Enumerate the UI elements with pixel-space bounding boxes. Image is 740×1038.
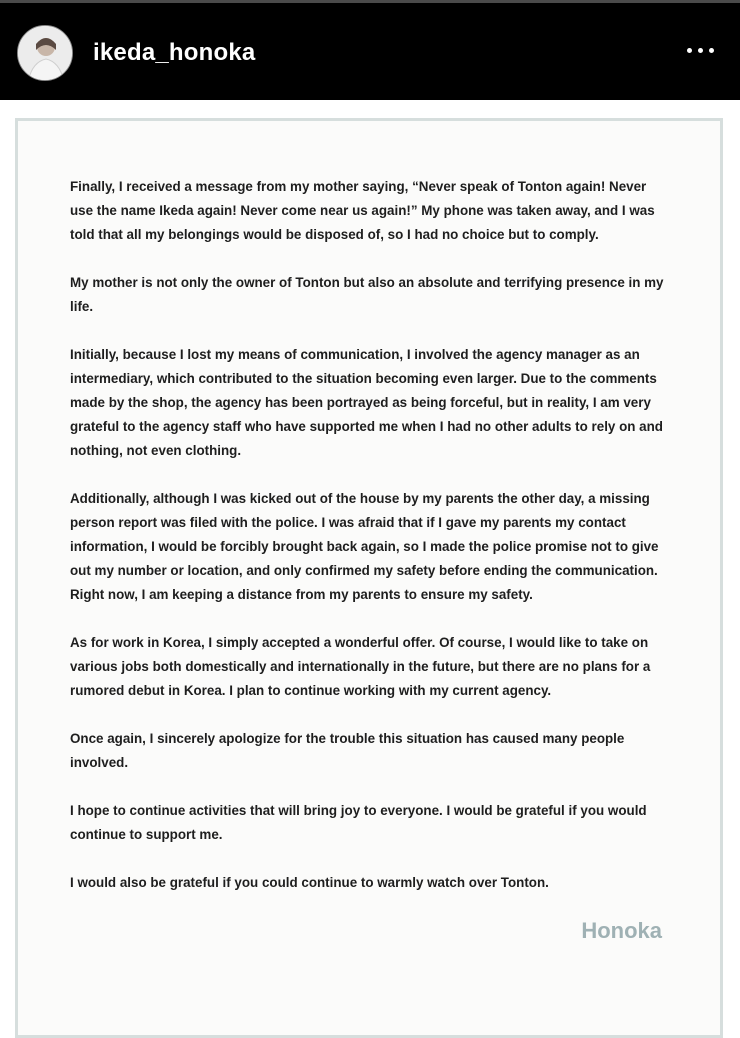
letter-paragraph: Once again, I sincerely apologize for the trouble this situation has caused many people involved. <box>70 731 625 770</box>
profile-avatar-icon <box>18 26 73 81</box>
post-image <box>0 100 740 1024</box>
signature: Honoka <box>581 918 662 943</box>
avatar[interactable] <box>17 25 73 81</box>
letter-paragraph: As for work in Korea, I simply accepted a wonderful offer. Of course, I would like to take on various jobs both domestically and internationally in the future, but there are no plans for a rumored debut in Korea. I plan to continue working with my current agency. <box>70 635 651 698</box>
more-options-icon[interactable] <box>684 39 718 63</box>
letter-body <box>70 175 670 919</box>
letter-paragraph: Additionally, although I was kicked out of the house by my parents the other day, a missing person report was filed with the police. I was afraid that if I gave my parents my contact information, I would be forcibly brought back again, so I made the police promise not to give out my number or location, and only confirmed my safety before ending the communication. Right now, I am keeping a distance from my parents to ensure my safety. <box>70 491 659 602</box>
letter-paragraph: Initially, because I lost my means of communication, I involved the agency manager as an intermediary, which contributed to the situation becoming even larger. Due to the comments made by the shop, the agency has been portrayed as being forceful, but in reality, I am very grateful to the agency staff who have supported me when I had no other adults to rely on and nothing, not even clothing. <box>70 347 663 458</box>
post-header <box>0 0 740 100</box>
username[interactable]: ikeda_honoka <box>93 39 256 66</box>
letter-paragraph: I would also be grateful if you could continue to warmly watch over Tonton. <box>70 875 549 890</box>
letter-paragraph: I hope to continue activities that will bring joy to everyone. I would be grateful if you would continue to support me. <box>70 803 647 842</box>
letter-paragraph: My mother is not only the owner of Tonton but also an absolute and terrifying presence in my life. <box>70 275 664 314</box>
letter-card <box>15 118 723 1038</box>
letter-paragraph: Finally, I received a message from my mother saying, “Never speak of Tonton again! Never use the name Ikeda again! Never come near us again!” My phone was taken away, and I was told that all my belongings would be disposed of, so I had no choice but to comply. <box>70 179 655 242</box>
